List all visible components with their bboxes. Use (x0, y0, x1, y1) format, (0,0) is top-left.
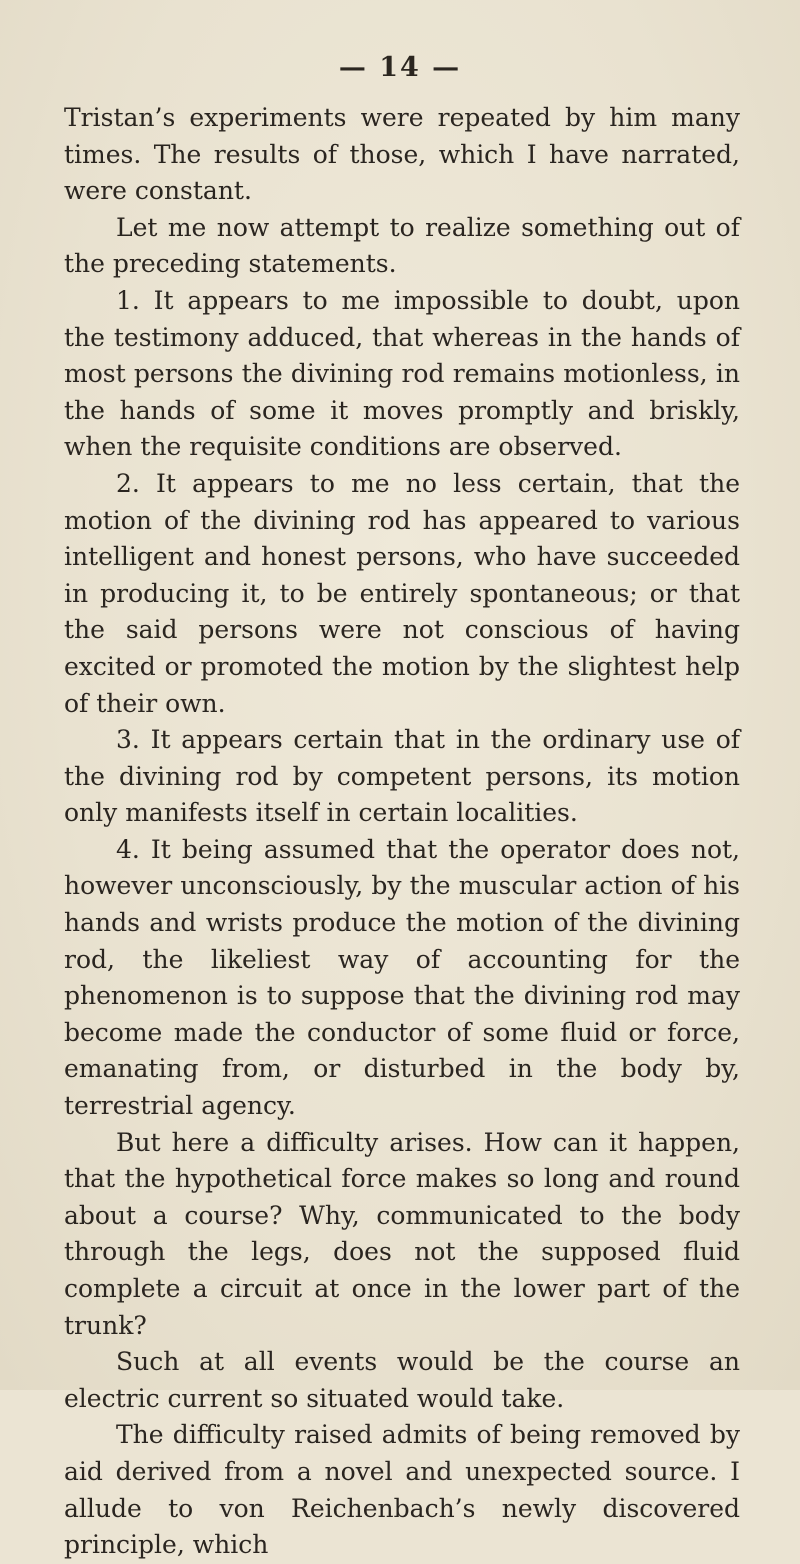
paragraph: Let me now attempt to realize something out of the preceding statements. (64, 212, 740, 279)
paragraph: 4. It being assumed that the operator does not, however unconsciously, by the muscular action of his hands and wrists produce the motion of the divining rod, the likeliest way of accounting for the phenomenon is to suppose that the divining rod may become made the conductor of some fluid or force, emanating from, or disturbed in the body by, terrestrial agency. (64, 834, 740, 1121)
paragraph: But here a difficulty arises. How can it happen, that the hypothetical force makes so long and round about a course? Why, communicated to the body through the legs, does not the supposed fluid complete a circuit at once in the lower part of the trunk? (64, 1127, 740, 1340)
paragraph: 1. It appears to me impossible to doubt, upon the testimony adduced, that whereas in the hands of most persons the divining rod remains motionless, in the hands of some it moves promptly and briskly, when the requisite conditions are observed. (64, 285, 740, 462)
paragraph: Tristan’s experiments were repeated by him many times. The results of those, which I have narrated, were constant. (64, 103, 740, 206)
paragraph: The difficulty raised admits of being removed by aid derived from a novel and unexpected source. I allude to von Reichenbach’s newly discovered principle, which (64, 1420, 740, 1560)
paragraph: Such at all events would be the course an electric current so situated would take. (64, 1347, 740, 1413)
body-text (64, 100, 740, 1564)
page-number-header: — 14 — (338, 52, 462, 83)
paragraph: 2. It appears to me no less certain, that the motion of the divining rod has appeared to various intelligent and honest persons, who have succeeded in producing it, to be entirely spontaneous; or that the said persons were not conscious of having excited or promoted the motion by the slightest help of their own. (64, 468, 740, 718)
paragraph: 3. It appears certain that in the ordinary use of the divining rod by competent persons, its motion only manifests itself in certain localities. (64, 725, 740, 828)
